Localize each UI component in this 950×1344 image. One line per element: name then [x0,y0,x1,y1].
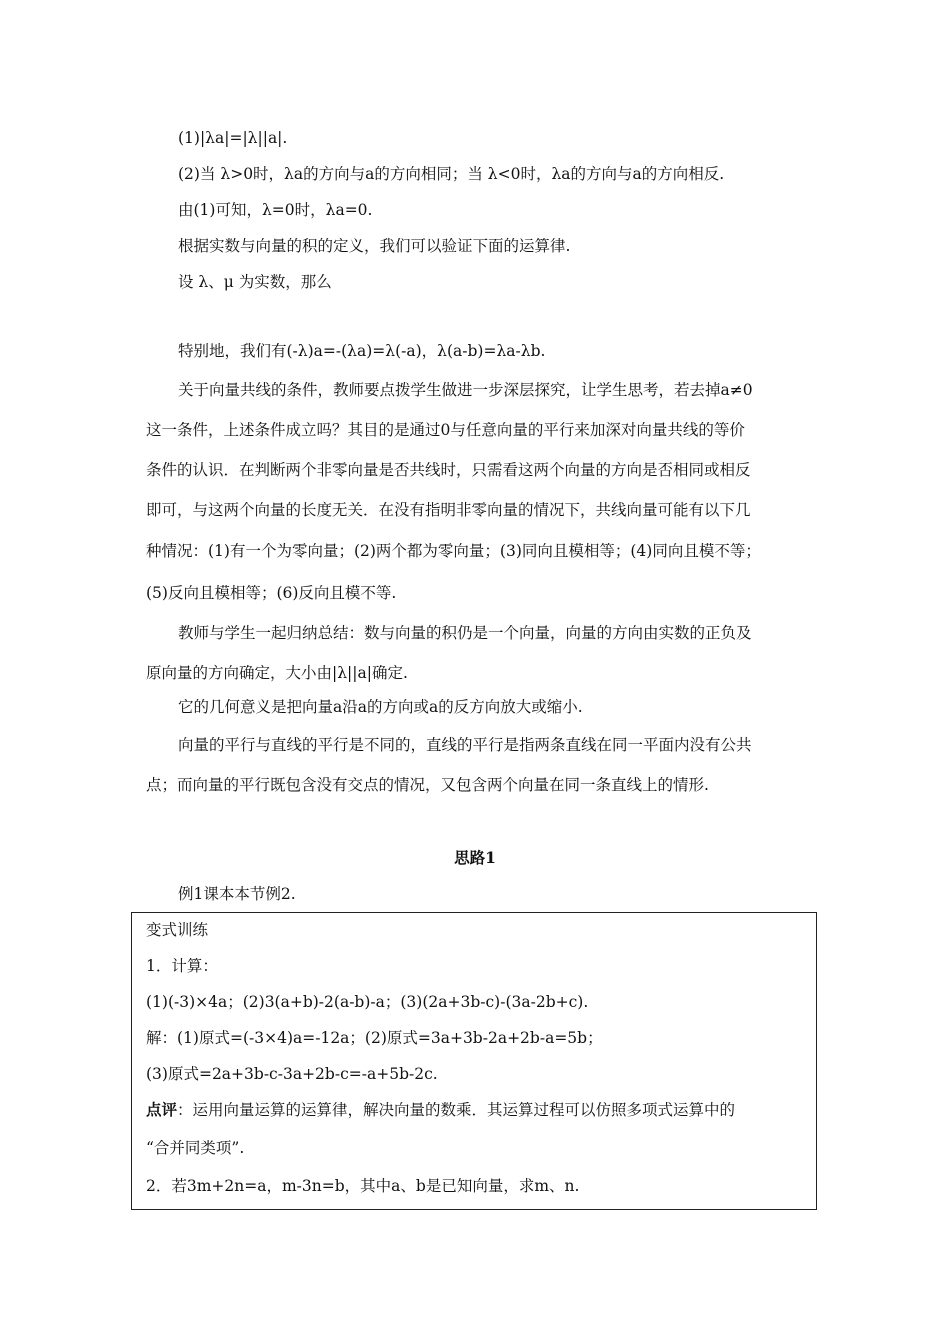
line-6: 特别地，我们有(-λ)a=-(λa)=λ(-a)，λ(a-b)=λa-λb. [178,342,546,360]
comment-text: ：运用向量运算的运算律，解决向量的数乘．其运算过程可以仿照多项式运算中的 [177,1101,736,1119]
example-line: 例1课本本节例2. [178,885,296,903]
box-sol2: (3)原式=2a+3b-c-3a+2b-c=-a+5b-2c. [146,1065,438,1083]
line-10: 即可，与这两个向量的长度无关．在没有指明非零向量的情况下，共线向量可能有以下几 [146,501,751,519]
box-title: 变式训练 [146,921,209,939]
line-17: 点；而向量的平行既包含没有交点的情况，又包含两个向量在同一条直线上的情形. [146,776,709,794]
line-11: 种情况：(1)有一个为零向量；(2)两个都为零向量；(3)同向且模相等；(4)同向且模不等； [146,542,761,560]
box-comment-cont: “合并同类项”. [146,1139,245,1157]
line-16: 向量的平行与直线的平行是不同的，直线的平行是指两条直线在同一平面内没有公共 [178,736,752,754]
line-12: (5)反向且模相等；(6)反向且模不等. [146,584,397,602]
box-q1-expr: (1)(-3)×4a；(2)3(a+b)-2(a-b)-a；(3)(2a+3b-c)-(3a-2b+c). [146,993,589,1011]
line-5: 设 λ、μ 为实数，那么 [178,273,332,291]
line-1: (1)|λa|=|λ||a|. [178,129,288,147]
comment-label: 点评 [146,1100,178,1119]
line-8: 这一条件，上述条件成立吗？其目的是通过0与任意向量的平行来加深对向量共线的等价 [146,421,745,439]
box-q1: 1．计算： [146,957,218,975]
line-3: 由(1)可知，λ=0时，λa=0. [178,201,373,219]
line-2: (2)当 λ>0时，λa的方向与a的方向相同；当 λ<0时，λa的方向与a的方向相反. [178,165,725,183]
box-comment [146,1100,735,1120]
box-q2: 2．若3m+2n=a，m-3n=b，其中a、b是已知向量，求m、n. [146,1177,580,1195]
line-9: 条件的认识．在判断两个非零向量是否共线时，只需看这两个向量的方向是否相同或相反 [146,461,751,479]
line-7: 关于向量共线的条件，教师要点拨学生做进一步深层探究，让学生思考，若去掉a≠0 [178,381,753,399]
line-4: 根据实数与向量的积的定义，我们可以验证下面的运算律. [178,237,571,255]
line-15: 它的几何意义是把向量a沿a的方向或a的反方向放大或缩小. [178,698,583,716]
exercise-box [131,912,817,1210]
line-14: 原向量的方向确定，大小由|λ||a|确定. [146,664,408,682]
box-sol1: 解：(1)原式=(-3×4)a=-12a；(2)原式=3a+3b-2a+2b-a=5b； [146,1029,603,1047]
section-heading: 思路1 [454,848,496,867]
line-13: 教师与学生一起归纳总结：数与向量的积仍是一个向量，向量的方向由实数的正负及 [178,624,752,642]
